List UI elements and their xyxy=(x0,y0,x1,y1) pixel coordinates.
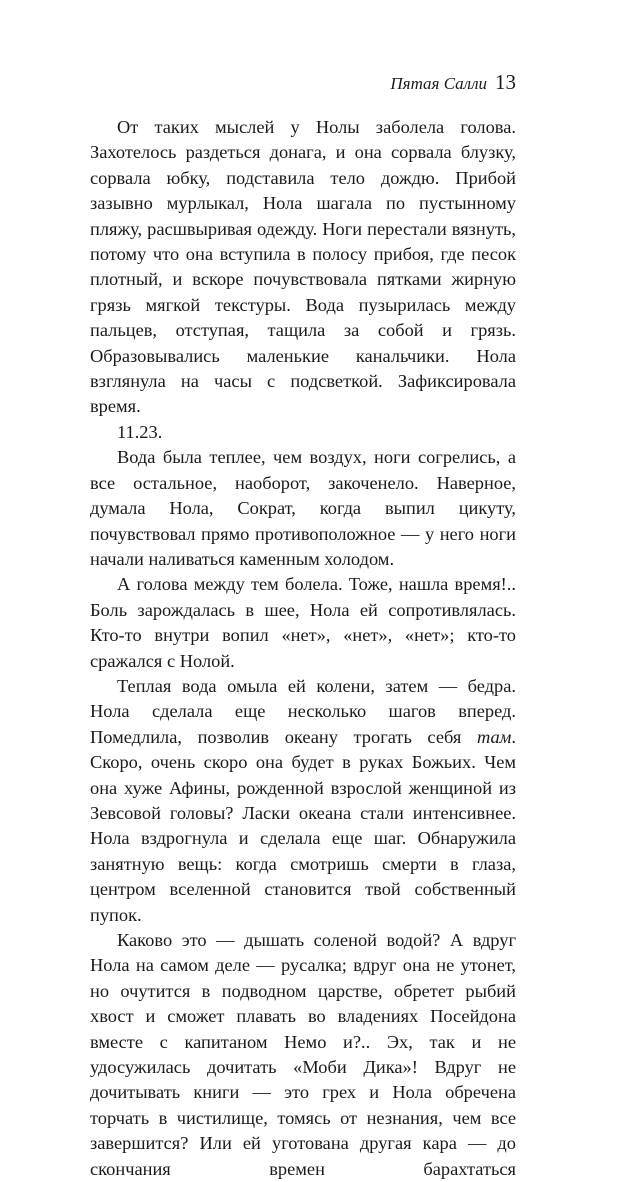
body-text xyxy=(90,115,516,1182)
paragraph-text: Теплая вода омыла ей колени, затем — бедра. Нола сделала еще несколько шагов вперед. Помедлила, позволив океану трогать себя xyxy=(90,675,516,747)
paragraph-text: . Скоро, очень скоро она будет в руках Божьих. Чем она хуже Афины, рожденной взрослой женщиной из Зевсовой головы? Ласки океана стали интенсивнее. Нола вздрогнула и сделала еще шаг. Обнаружила занятную вещь: когда смотришь смерти в глаза, центром вселенной становится твой собственный пупок. xyxy=(90,726,516,925)
paragraph xyxy=(90,674,516,928)
running-title: Пятая Салли xyxy=(390,74,487,93)
paragraph: А голова между тем болела. Тоже, нашла время!.. Боль зарождалась в шее, Нола ей сопротивлялась. Кто-то внутри вопил «нет», «нет», «нет»; кто-то сражался с Нолой. xyxy=(90,574,516,671)
page-number: 13 xyxy=(495,70,516,94)
paragraph: 11.23. xyxy=(117,421,163,442)
paragraph: Вода была теплее, чем воздух, ноги согрелись, а все остальное, наоборот, закоченело. Наверное, думала Нола, Сократ, когда выпил цикуту, почувствовал прямо противоположное — у него ноги начали наливаться каменным холодом. xyxy=(90,447,516,569)
paragraph: Каково это — дышать соленой водой? А вдруг Нола на самом деле — русалка; вдруг она не утонет, но очутится в подводном царстве, обретет рыбий хвост и сможет плавать во владениях Посейдона вместе с капитаном Немо и?.. Эх, так и не удосужилась дочитать «Моби Дика»! Вдруг не дочитывать книги — это грех и Нола обречена торчать в чистилище, томясь от незнания, чем все завершится? Или ей уготована другая кара — до скончания времен барахтаться xyxy=(90,930,516,1179)
emphasized-word: там xyxy=(476,726,512,747)
page-header xyxy=(390,70,516,97)
paragraph: От таких мыслей у Нолы заболела голова. Захотелось раздеться донага, и она сорвала блузку, сорвала юбку, подставила тело дождю. Прибой зазывно мурлыкал, Нола шагала по пустынному пляжу, расшвыривая одежду. Ноги перестали вязнуть, потому что она вступила в полосу прибоя, где песок плотный, и вскоре почувствовала пятками жирную грязь мягкой текстуры. Вода пузырилась между пальцев, отступая, тащила за собой и грязь. Образовывались маленькие канальчики. Нола взглянула на часы с подсветкой. Зафиксировала время. xyxy=(90,117,516,417)
